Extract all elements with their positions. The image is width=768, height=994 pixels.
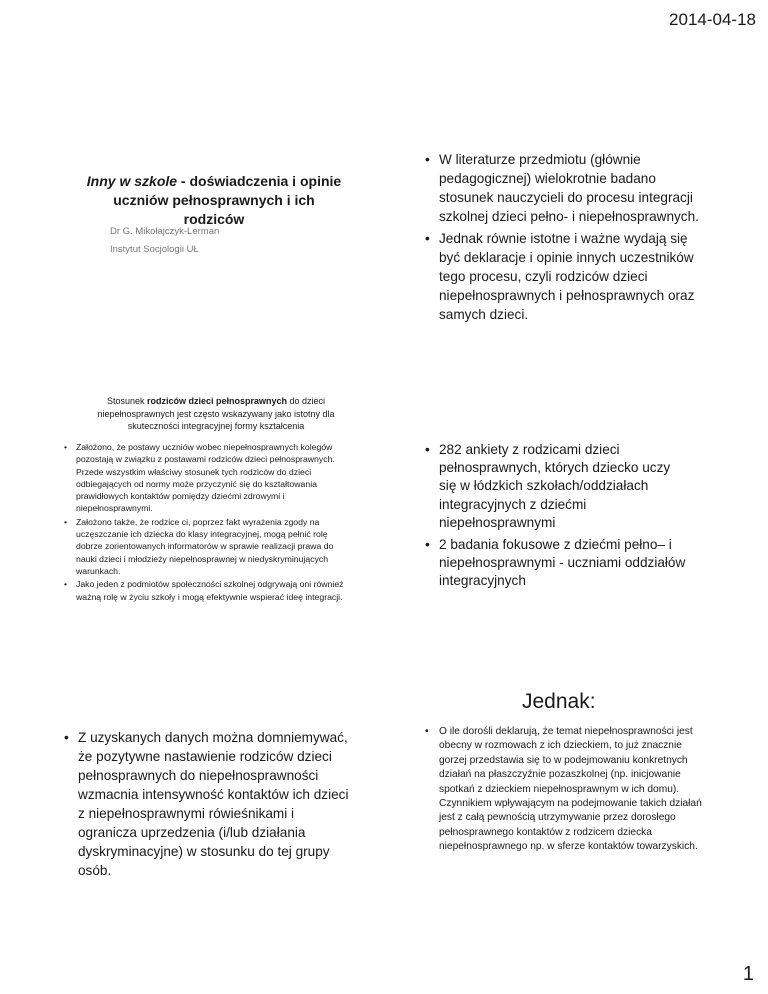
bullet-icon: • [425, 231, 430, 246]
slide1-title-italic: Inny w szkole [86, 173, 178, 189]
list-item [425, 150, 700, 226]
bullet-text: W literaturze przedmiotu (głównie pedagogicznej) wielokrotnie badano stosunek nauczycieli do procesu integracji szkolnej dzieci pełno- i niepełnosprawnych. [439, 152, 699, 224]
list-item [64, 516, 346, 577]
slide4-bullet-list [425, 441, 690, 595]
slide3-heading-bold: rodziców dzieci pełnosprawnych [146, 396, 288, 406]
bullet-icon: • [425, 726, 429, 737]
slide3-heading-pre: Stosunek [106, 396, 147, 406]
bullet-icon: • [425, 442, 430, 457]
bullet-icon: • [64, 579, 68, 590]
page-number: 1 [742, 963, 754, 985]
bullet-icon: • [64, 516, 68, 527]
bullet-text: O ile dorośli deklarują, że temat niepełnosprawności jest obecny w rozmowach z ich dzieckiem, to już znacznie gorzej przedstawia się to w podejmowaniu konkretnych działań na płaszczyźnie pozaszkolnej (np. inicjowanie spotkań z dzieckiem niepełnosprawnym w ich domu). Czynnikiem wpływającym na podejmowanie takich działań jest z całą pewnością utrzymywanie przez dorosłego pełnosprawnego kontaktów z rodzicem dziecka niepełnosprawnego np. w sferze kontaktów towarzyskich. [439, 726, 702, 853]
bullet-text: 282 ankiety z rodzicami dzieci pełnosprawnych, których dziecko uczy się w łódzkich szkołach/oddziałach integracyjnych z dziećmi niepełnosprawnymi [439, 442, 671, 530]
slide3-heading-post: do dzieci niepełnosprawnych jest często wskazywany jako istotny dla skuteczności integracyjnej formy kształcenia [97, 396, 335, 432]
list-item [425, 725, 707, 855]
slide1-title [84, 172, 344, 229]
bullet-text: 2 badania fokusowe z dziećmi pełno– i niepełnosprawnymi - uczniami oddziałów integracyjnych [439, 537, 686, 589]
list-item [425, 441, 690, 532]
list-item [425, 536, 690, 591]
bullet-icon: • [425, 152, 430, 167]
bullet-text: Jako jeden z podmiotów społeczności szkolnej odgrywają oni również ważną rolę w życiu szkoły i mogą efektywnie wspierać ideę integracji. [76, 579, 344, 602]
bullet-text: Jednak równie istotne i ważne wydają się być deklaracje i opinie innych uczestników tego procesu, czyli rodziców dzieci niepełnosprawnych i pełnosprawnych oraz samych dzieci. [439, 231, 695, 322]
bullet-text: Założono, że postawy uczniów wobec niepełnosprawnych kolegów pozostają w związku z postawami rodziców dzieci pełnosprawnych. Przede wszystkim właściwy stosunek tych rodziców do dzieci odbiegających od normy może przyczynić się do kształtowania prawidłowych kontaktów pomiędzy dziećmi zdrowymi i niepełnosprawnymi. [76, 442, 335, 514]
slide5-title: Jednak: [522, 690, 596, 713]
slide1-author: Dr G. Mikołajczyk-Lerman [110, 226, 220, 237]
slide3-bullet-list [64, 441, 346, 604]
bullet-icon: • [64, 442, 68, 452]
slide1-institution: Instytut Socjologii UŁ [110, 244, 199, 255]
bullet-icon: • [425, 537, 430, 553]
slide7-bullet-list [425, 725, 707, 855]
bullet-text: Założono także, że rodzice ci, poprzez fakt wyrażenia zgody na uczęszczanie ich dziecka do klasy integracyjnej, mogą pełnić rolę dobrze zorientowanych informatorów w sprawie realizacji prawa do nauki dzieci i młodzieży niepełnosprawnej w niedyskryminujących warunkach. [76, 516, 334, 576]
print-date: 2014-04-18 [669, 10, 756, 29]
slide1-title-rest: - doświadczenia i opinie uczniów pełnosprawnych i ich rodziców [113, 173, 342, 227]
list-item [64, 728, 354, 880]
slide6-bullet-list [64, 728, 354, 880]
bullet-text: Z uzyskanych danych można domniemywać, że pozytywne nastawienie rodziców dzieci pełnosprawnych do niepełnosprawności wzmacnia intensywność kontaktów ich dzieci z niepełnosprawnymi rówieśnikami i ogranicza uprzedzenia (i/lub działania dyskryminacyjne) w stosunku do tej grupy osób. [78, 730, 349, 878]
slide2-bullet-list [425, 150, 700, 327]
bullet-icon: • [64, 730, 69, 745]
list-item [425, 229, 700, 324]
list-item [64, 441, 346, 515]
list-item [64, 578, 346, 603]
slide3-heading [84, 395, 348, 433]
